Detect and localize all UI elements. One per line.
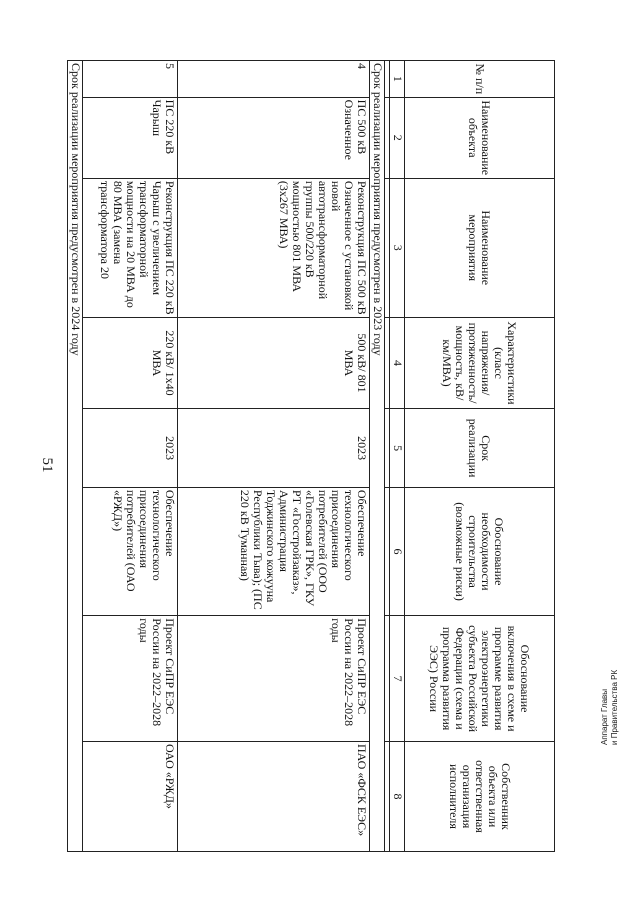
cell-justification: Обеспечение технологического присоединения потребителей (ОАО «РЖД») bbox=[83, 487, 178, 615]
cell-owner: ПАО «ФСК ЕЭС» bbox=[178, 741, 370, 851]
column-number: 1 bbox=[390, 61, 405, 98]
cell-owner: ОАО «РЖД» bbox=[83, 741, 178, 851]
page-number: 51 bbox=[39, 457, 55, 473]
column-number: 7 bbox=[390, 616, 405, 742]
column-number: 4 bbox=[390, 317, 405, 409]
office-stamp bbox=[600, 635, 630, 745]
column-number: 3 bbox=[390, 178, 405, 317]
header-basis: Обоснование включения в схеме и программе развития электроэнергетики субъекта Российской Федерации (схема и программа развития ЭЭС) России bbox=[405, 616, 555, 742]
header-characteristics: Характеристики (класс напряжения/ протяженность/ мощность, кВ/км/МВА) bbox=[405, 317, 555, 409]
column-number: 8 bbox=[390, 741, 405, 851]
cell-basis: Проект СиПР ЕЭС России на 2022–2028 годы bbox=[83, 616, 178, 742]
column-number: 6 bbox=[390, 487, 405, 615]
header-num: № п/п bbox=[405, 61, 555, 98]
column-number: 5 bbox=[390, 409, 405, 488]
cell-characteristics: 500 кВ/ 801 МВА bbox=[178, 317, 370, 409]
cell-justification: Обеспечение технологического присоединения потребителей (ООО «Голевская ГРК», ГКУ РТ «Госстройзаказ», Администрация Тоджинского кожууна Республики Тыва); (ПС 220 кВ Туманная) bbox=[178, 487, 370, 615]
header-term: Срок реализации bbox=[405, 409, 555, 488]
column-numbers-row bbox=[390, 61, 405, 852]
table-row bbox=[178, 61, 370, 852]
header-justification: Обоснование необходимости строительства (возможные риски) bbox=[405, 487, 555, 615]
cell-num: 4 bbox=[178, 61, 370, 98]
cell-num: 5 bbox=[83, 61, 178, 98]
stamp-line: Аппарат Главы bbox=[600, 688, 609, 745]
cell-object: ПС 500 кВ Означенное bbox=[178, 97, 370, 178]
header-row bbox=[405, 61, 555, 852]
measures-table bbox=[67, 60, 555, 852]
header-object: Наименование объекта bbox=[405, 97, 555, 178]
section-title-2024: Срок реализации мероприятия предусмотрен в 2024 году bbox=[68, 61, 83, 852]
column-number: 2 bbox=[390, 97, 405, 178]
section-row-2023 bbox=[370, 61, 385, 852]
cell-characteristics: 220 кВ/ 1х40 МВА bbox=[83, 317, 178, 409]
cell-object: ПС 220 кВ Чарыш bbox=[83, 97, 178, 178]
rotated-table-container bbox=[65, 60, 555, 852]
cell-term: 2023 bbox=[83, 409, 178, 488]
header-measure: Наименование мероприятия bbox=[405, 178, 555, 317]
section-row-2024 bbox=[68, 61, 83, 852]
separator-row bbox=[385, 61, 390, 852]
cell-measure: Реконструкция ПС 220 кВ Чарыш с увеличением трансформаторной мощности на 20 МВА до 80 МВА (замена трансформатора 20 bbox=[83, 178, 178, 317]
cell-basis: Проект СиПР ЕЭС России на 2022–2028 годы bbox=[178, 616, 370, 742]
section-title-2023: Срок реализации мероприятия предусмотрен в 2023 году bbox=[370, 61, 385, 852]
cell-measure: Реконструкция ПС 500 кВ Означенное с установкой новой автотрансформаторной группы 500/220 кВ мощностью 801 МВА (3х267 МВА) bbox=[178, 178, 370, 317]
cell-term: 2023 bbox=[178, 409, 370, 488]
stamp-line: и Правительства РК bbox=[610, 669, 619, 745]
table-row bbox=[83, 61, 178, 852]
header-owner: Собственник объекта или ответственная организация исполнителя bbox=[405, 741, 555, 851]
